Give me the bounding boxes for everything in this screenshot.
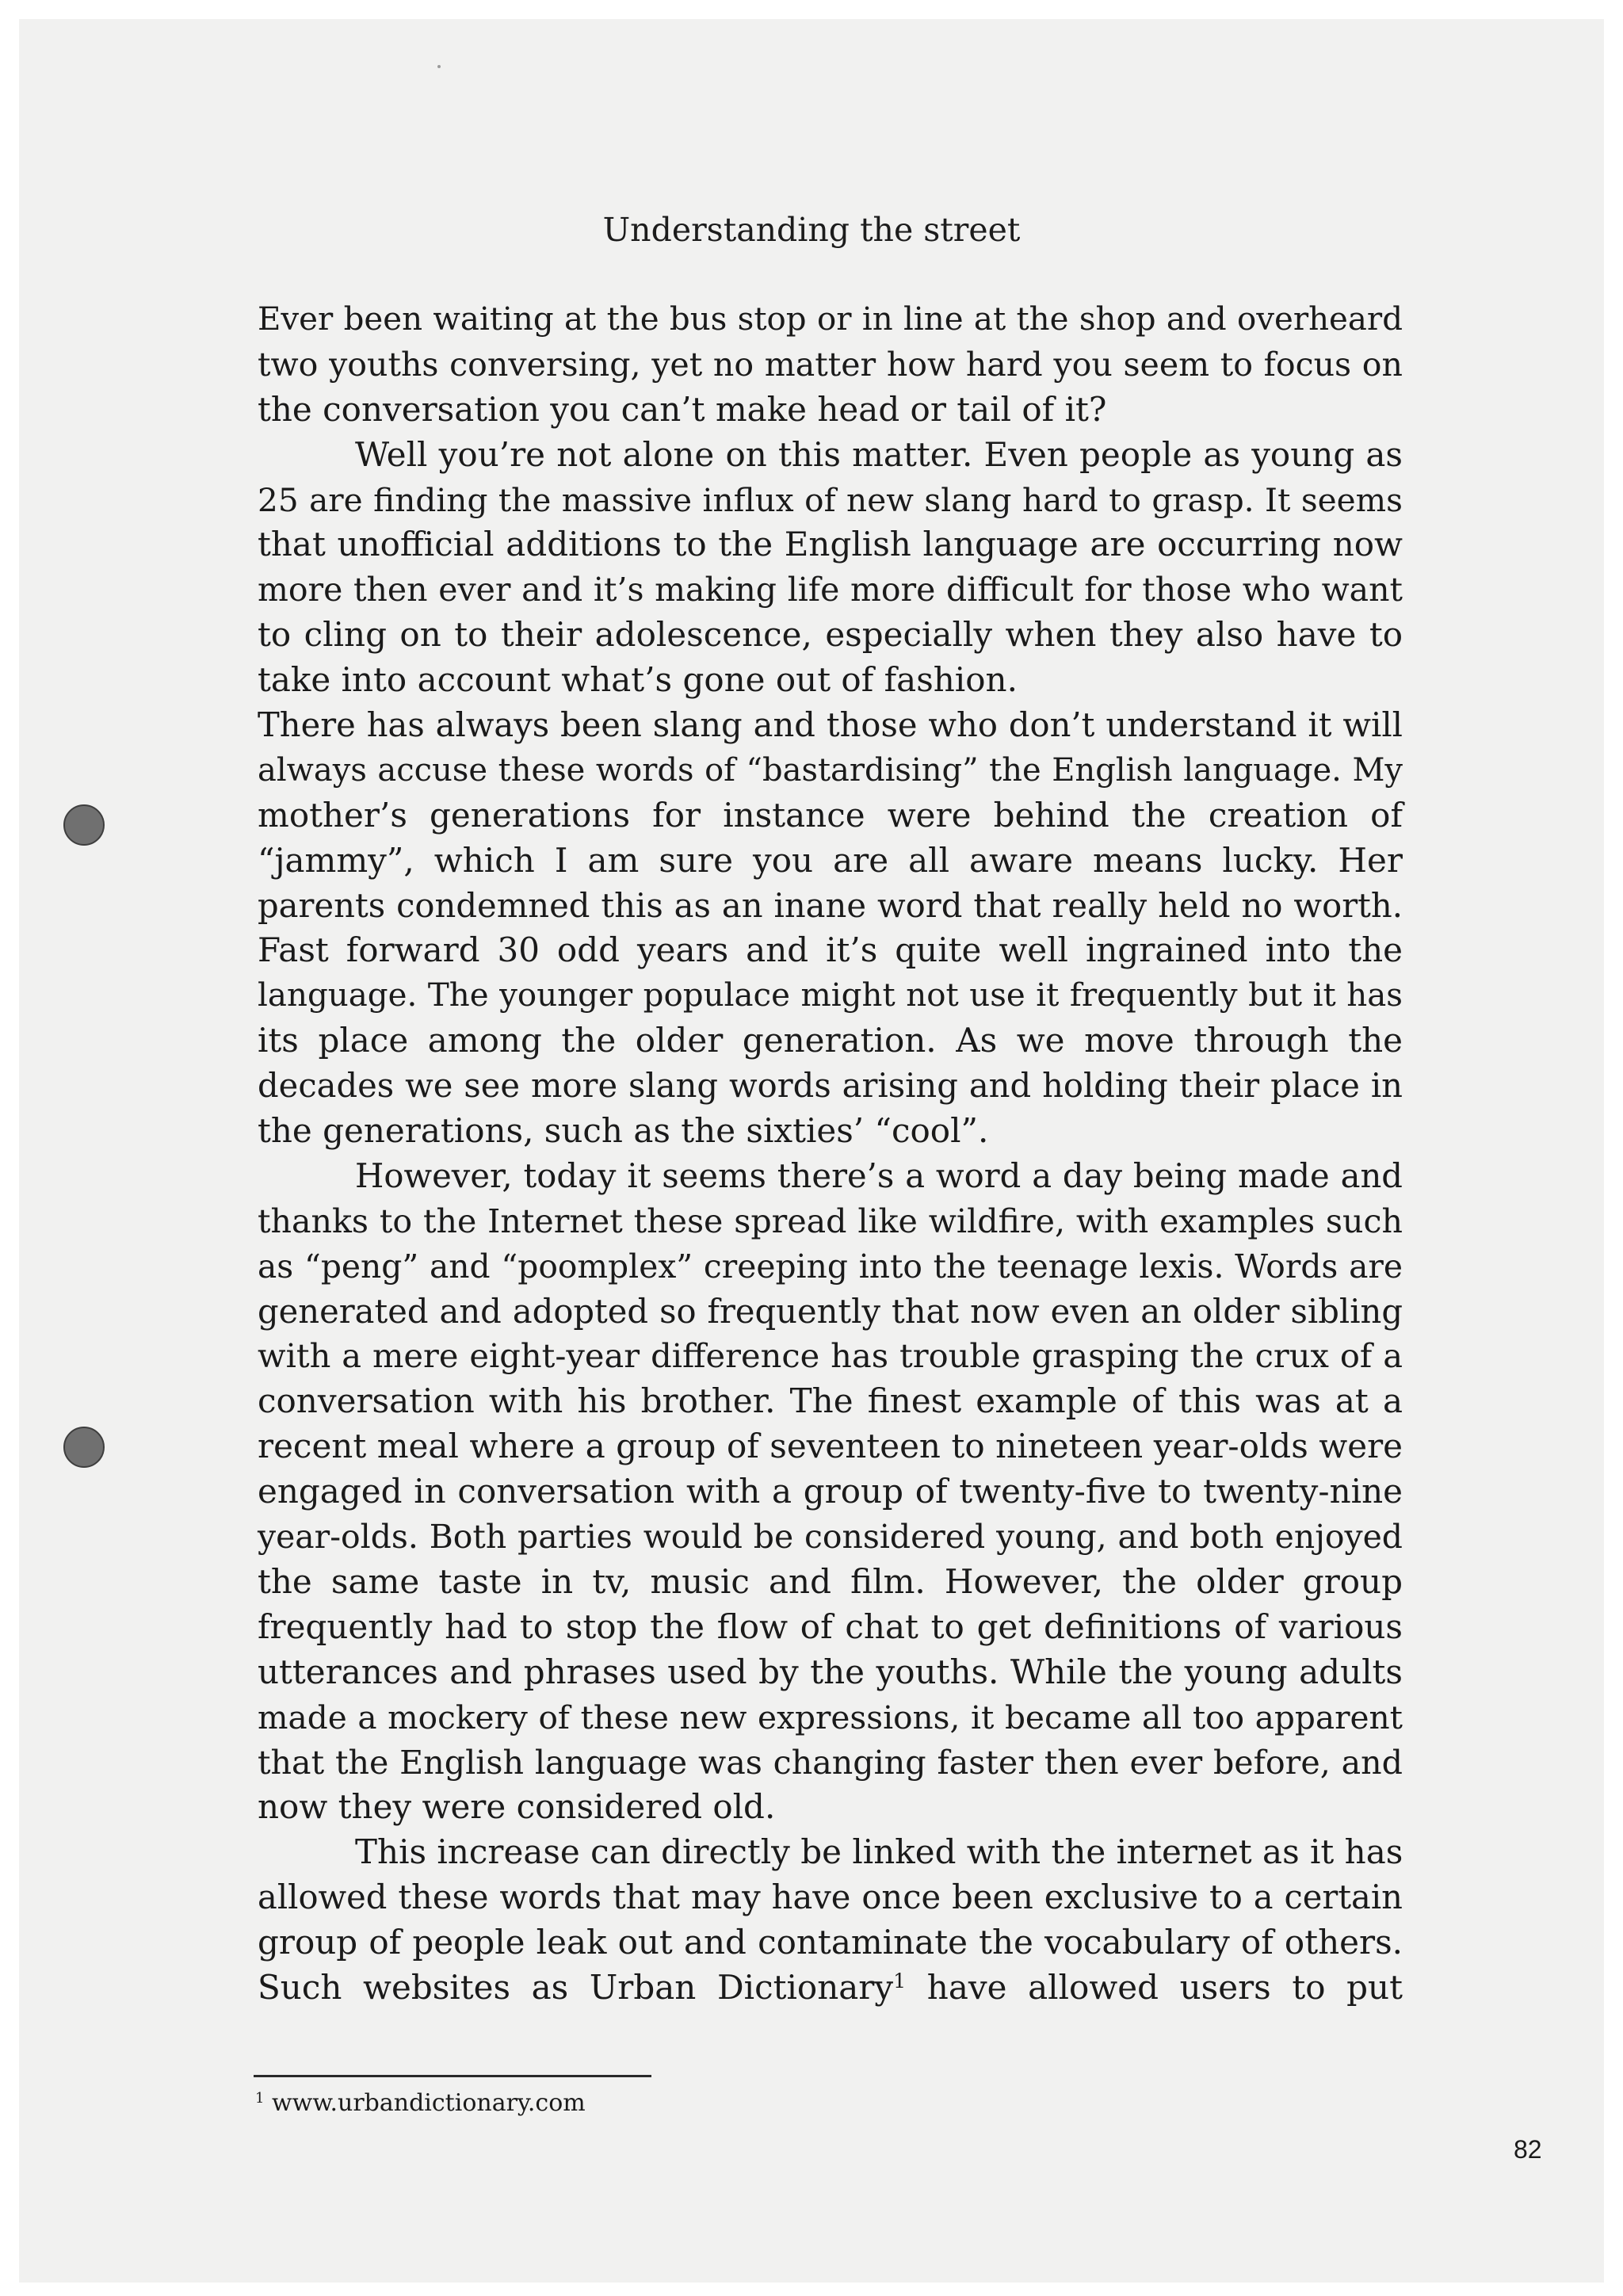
dust-speck	[437, 65, 441, 68]
text-line: its place among the older generation. As we move through the	[258, 1021, 1403, 1060]
text-line: generated and adopted so frequently that now even an older sibling	[258, 1291, 1403, 1331]
page-title: Understanding the street	[602, 211, 1021, 249]
text-line: decades we see more slang words arising and holding their place in	[258, 1066, 1403, 1106]
text-line: frequently had to stop the flow of chat to get definitions of various	[258, 1606, 1403, 1646]
article-body	[258, 297, 1403, 2011]
text-line	[258, 1966, 1403, 2011]
text-line: to cling on to their adolescence, especially when they also have to	[258, 615, 1403, 655]
page-number: 82	[1514, 2135, 1542, 2164]
text-line: as “peng” and “poomplex” creeping into the teenage lexis. Words are	[258, 1247, 1403, 1286]
text-line: the generations, such as the sixties’ “cool”.	[258, 1111, 989, 1151]
footnote-reference: 1	[893, 1969, 907, 1993]
text-line: There has always been slang and those who don’t understand it will	[258, 705, 1403, 745]
text-line: Well you’re not alone on this matter. Even people as young as	[355, 434, 1403, 474]
text-line: recent meal where a group of seventeen to nineteen year-olds were	[258, 1427, 1403, 1466]
text-line: the same taste in tv, music and film. However, the older group	[258, 1561, 1403, 1601]
text-line: utterances and phrases used by the youths. While the young adults	[258, 1652, 1403, 1691]
text-line: parents condemned this as an inane word that really held no worth.	[258, 885, 1403, 925]
text-line: thanks to the Internet these spread like wildfire, with examples such	[258, 1201, 1403, 1240]
text-line: now they were considered old.	[258, 1787, 776, 1827]
text-line: always accuse these words of “bastardising” the English language. My	[258, 751, 1403, 789]
text-line: that unofficial additions to the English language are occurring now	[258, 525, 1403, 564]
text-line: that the English language was changing faster then ever before, and	[258, 1743, 1403, 1782]
text-line: Ever been waiting at the bus stop or in line at the shop and overheard	[258, 300, 1403, 338]
punch-hole-upper	[63, 804, 105, 846]
text-line: allowed these words that may have once been exclusive to a certain	[258, 1878, 1403, 1917]
text-segment: Such websites as Urban Dictionary	[258, 1967, 894, 2007]
text-line: the conversation you can’t make head or tail of it?	[258, 389, 1107, 429]
text-line: mother’s generations for instance were behind the creation of	[258, 795, 1403, 835]
text-line: take into account what’s gone out of fashion.	[258, 660, 1018, 700]
text-line: However, today it seems there’s a word a day being made and	[355, 1156, 1403, 1195]
text-line: more then ever and it’s making life more difficult for those who want	[258, 571, 1403, 609]
text-segment: have allowed users to put	[906, 1967, 1403, 2007]
text-line: group of people leak out and contaminate the vocabulary of others.	[258, 1923, 1403, 1962]
text-line: made a mockery of these new expressions, it became all too apparent	[258, 1698, 1403, 1736]
footnote	[255, 2088, 586, 2119]
text-line: This increase can directly be linked with the internet as it has	[355, 1832, 1403, 1872]
text-line: 25 are finding the massive influx of new slang hard to grasp. It seems	[258, 480, 1403, 519]
text-line: “jammy”, which I am sure you are all aware means lucky. Her	[258, 840, 1403, 880]
text-line: language. The younger populace might not use it frequently but it has	[258, 976, 1403, 1014]
text-line: year-olds. Both parties would be considered young, and both enjoyed	[258, 1518, 1403, 1557]
text-line: conversation with his brother. The finest example of this was at a	[258, 1381, 1403, 1421]
footnote-text: www.urbandictionary.com	[264, 2089, 586, 2117]
footnote-marker: 1	[255, 2090, 265, 2107]
text-line: engaged in conversation with a group of twenty-five to twenty-nine	[258, 1472, 1403, 1511]
footnote-separator	[254, 2075, 651, 2077]
punch-hole-lower	[63, 1427, 105, 1468]
text-line: two youths conversing, yet no matter how hard you seem to focus on	[258, 345, 1403, 384]
text-line: with a mere eight-year difference has trouble grasping the crux of a	[258, 1336, 1403, 1376]
text-line: Fast forward 30 odd years and it’s quite well ingrained into the	[258, 930, 1403, 970]
